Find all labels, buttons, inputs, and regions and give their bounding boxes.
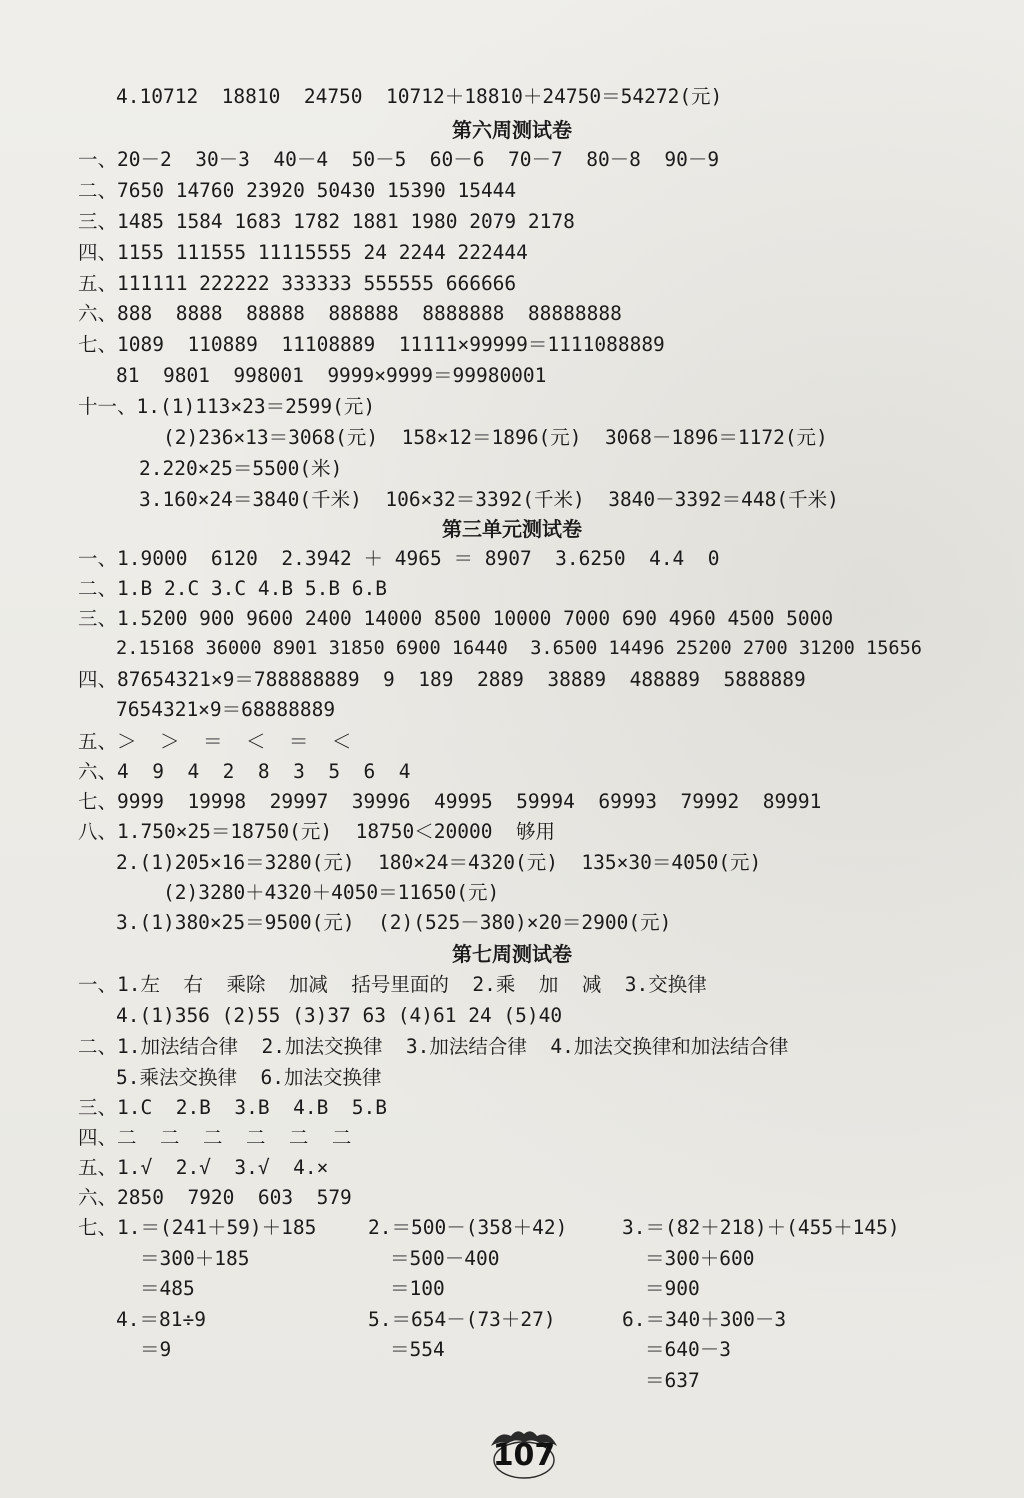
page-number: 107 bbox=[492, 1438, 556, 1473]
answer-line: 一、20－2 30－3 40－4 50－5 60－6 70－7 80－8 90－9 bbox=[78, 148, 720, 171]
answer-line: 五、1.√ 2.√ 3.√ 4.× bbox=[78, 1156, 329, 1179]
answer-line: 81 9801 998001 9999×9999＝99980001 bbox=[116, 364, 547, 387]
section-heading-unit3: 第三单元测试卷 bbox=[442, 517, 582, 541]
section-heading-week7: 第七周测试卷 bbox=[452, 942, 572, 966]
answer-line: ＝640－3 bbox=[645, 1338, 731, 1361]
answer-line: 七、1.＝(241＋59)＋185 bbox=[78, 1216, 317, 1239]
answer-line: 五、111111 222222 333333 555555 666666 bbox=[78, 272, 517, 295]
answer-line: ＝300＋600 bbox=[645, 1247, 755, 1270]
answer-line: (2)3280＋4320＋4050＝11650(元) bbox=[163, 881, 500, 904]
answer-line: 二、1.加法结合律 2.加法交换律 3.加法结合律 4.加法交换律和加法结合律 bbox=[78, 1035, 789, 1058]
answer-line: 5.＝654－(73＋27) bbox=[368, 1308, 556, 1331]
answer-line: 四、二 二 二 二 二 二 bbox=[78, 1126, 352, 1149]
answer-line: 十一、1.(1)113×23＝2599(元) bbox=[78, 395, 376, 418]
answer-line: ＝900 bbox=[645, 1277, 700, 1300]
answer-line: ＝554 bbox=[390, 1338, 445, 1361]
answer-line: 7654321×9＝68888889 bbox=[116, 698, 336, 721]
answer-line: 3.160×24＝3840(千米) 106×32＝3392(千米) 3840－3392＝448(千米) bbox=[139, 488, 839, 511]
page-number-badge bbox=[487, 1424, 561, 1480]
answer-line: 四、87654321×9＝788888889 9 189 2889 38889 488889 5888889 bbox=[78, 668, 806, 691]
answer-line: ＝637 bbox=[645, 1369, 700, 1392]
answer-line: 一、1.左 右 乘除 加减 括号里面的 2.乘 加 减 3.交换律 bbox=[78, 973, 707, 996]
answer-line: 2.15168 36000 8901 31850 6900 16440 3.6500 14496 25200 2700 31200 15656 bbox=[116, 638, 922, 659]
answer-line: 3.(1)380×25＝9500(元) (2)(525－380)×20＝2900(元) bbox=[116, 911, 672, 934]
answer-line: 一、1.9000 6120 2.3942 ＋ 4965 ＝ 8907 3.6250 4.4 0 bbox=[78, 547, 720, 570]
answer-line: 二、7650 14760 23920 50430 15390 15444 bbox=[78, 179, 517, 202]
answer-line: 4.10712 18810 24750 10712＋18810＋24750＝54272(元) bbox=[116, 85, 723, 108]
answer-line: 三、1.5200 900 9600 2400 14000 8500 10000 7000 690 4960 4500 5000 bbox=[78, 607, 834, 630]
answer-line: ＝100 bbox=[390, 1277, 445, 1300]
answer-line: 4.＝81÷9 bbox=[116, 1308, 206, 1331]
answer-line: ＝500－400 bbox=[390, 1247, 500, 1270]
answer-line: 七、9999 19998 29997 39996 49995 59994 69993 79992 89991 bbox=[78, 790, 822, 813]
section-heading-week6: 第六周测试卷 bbox=[452, 118, 572, 142]
answer-line: 七、1089 110889 11108889 11111×99999＝1111088889 bbox=[78, 333, 665, 356]
answer-line: 2.220×25＝5500(米) bbox=[139, 457, 343, 480]
answer-line: ＝300＋185 bbox=[140, 1247, 250, 1270]
answer-line: 三、1.C 2.B 3.B 4.B 5.B bbox=[78, 1096, 388, 1119]
answer-line: 二、1.B 2.C 3.C 4.B 5.B 6.B bbox=[78, 577, 388, 600]
answer-line: 2.(1)205×16＝3280(元) 180×24＝4320(元) 135×30＝4050(元) bbox=[116, 851, 762, 874]
answer-line: 四、1155 111555 11115555 24 2244 222444 bbox=[78, 241, 528, 264]
answer-line: ＝485 bbox=[140, 1277, 195, 1300]
answer-line: 2.＝500－(358＋42) bbox=[368, 1216, 568, 1239]
answer-line: 八、1.750×25＝18750(元) 18750＜20000 够用 bbox=[78, 820, 555, 843]
answer-line: 六、2850 7920 603 579 bbox=[78, 1186, 352, 1209]
answer-line: 4.(1)356 (2)55 (3)37 63 (4)61 24 (5)40 bbox=[116, 1004, 563, 1027]
answer-line: 3.＝(82＋218)＋(455＋145) bbox=[622, 1216, 900, 1239]
answer-line: 六、4 9 4 2 8 3 5 6 4 bbox=[78, 760, 411, 783]
answer-line: 5.乘法交换律 6.加法交换律 bbox=[116, 1066, 382, 1089]
answer-line: 五、＞ ＞ ＝ ＜ ＝ ＜ bbox=[78, 730, 352, 753]
answer-line: 6.＝340＋300－3 bbox=[622, 1308, 787, 1331]
answer-line: 三、1485 1584 1683 1782 1881 1980 2079 2178 bbox=[78, 210, 575, 233]
answer-line: 六、888 8888 88888 888888 8888888 88888888 bbox=[78, 302, 622, 325]
answer-line: (2)236×13＝3068(元) 158×12＝1896(元) 3068－1896＝1172(元) bbox=[163, 426, 828, 449]
answer-line: ＝9 bbox=[140, 1338, 172, 1361]
